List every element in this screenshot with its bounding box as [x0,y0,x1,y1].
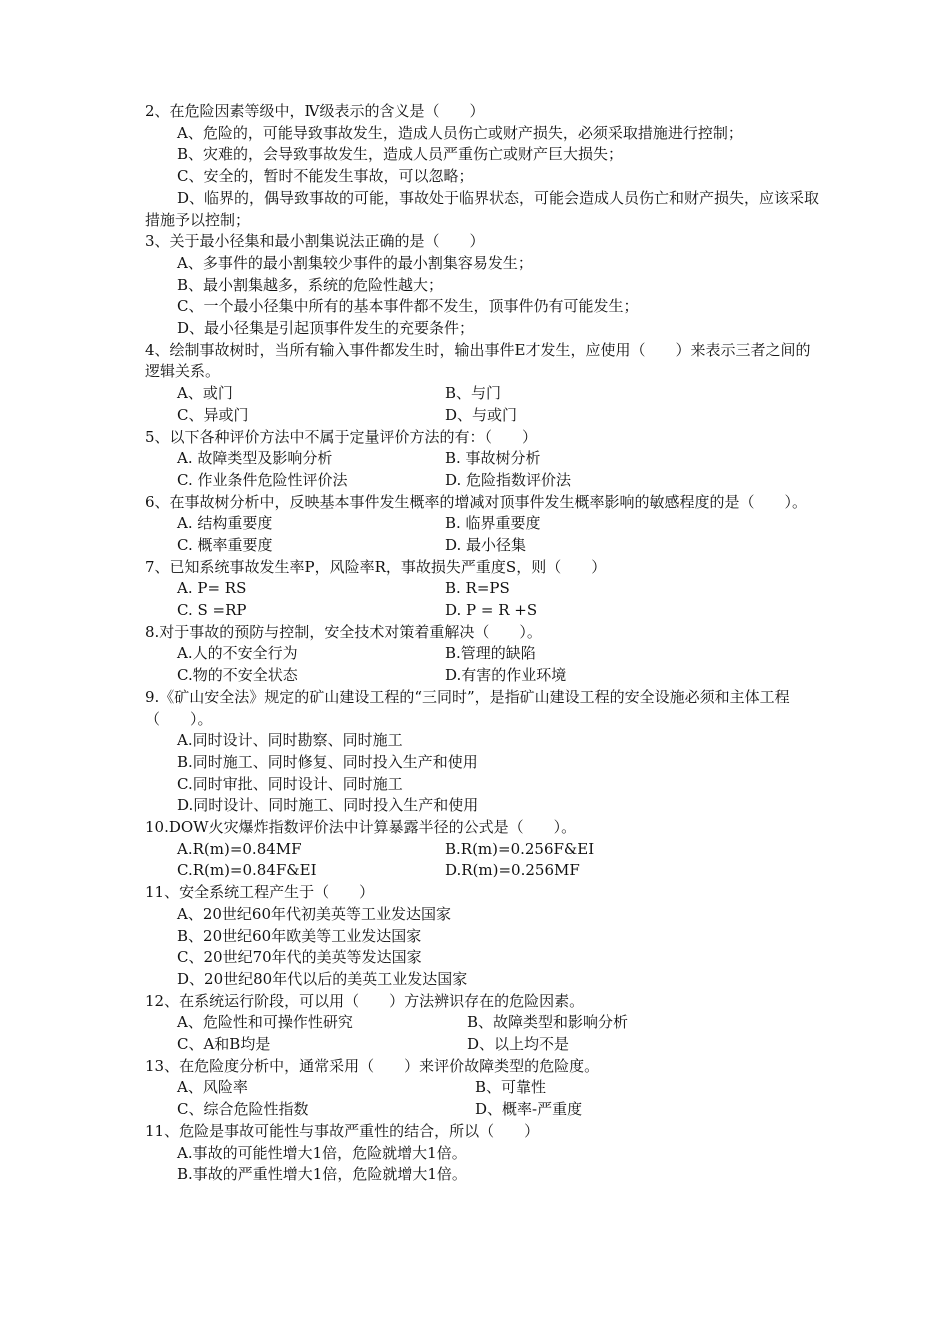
option-a: A、多事件的最小割集较少事件的最小割集容易发生； [177,253,533,272]
option-d: D、以上均不是 [467,1035,570,1054]
option-c: C.同时审批、同时设计、同时施工 [177,774,403,793]
option-b: B. 事故树分析 [445,449,541,468]
option-row [145,1077,825,1099]
option-c: C、A和B均是 [177,1035,271,1054]
option-c: C.物的不安全状态 [177,666,298,685]
option-b: B.同时施工、同时修复、同时投入生产和使用 [177,752,478,771]
option-a: A、或门 [177,384,233,403]
option-b: B、故障类型和影响分析 [467,1013,629,1032]
question-stem: 8.对于事故的预防与控制，安全技术对策着重解决（ ）。 [145,622,542,641]
option-d: D、临界的，偶导致事故的可能，事故处于临界状态，可能会造成人员伤亡和财产损失，应该采取措施予以控制； [145,188,820,229]
option-row [145,470,825,492]
option-c: C、异或门 [177,405,249,424]
option-row [145,383,825,405]
option-b: B. 临界重要度 [445,514,541,533]
option-c: C. S =RP [177,601,247,620]
option-row [145,643,825,665]
option-d: D. 最小径集 [445,535,527,554]
option-a: A. 结构重要度 [177,514,273,533]
option-d: D.R(m)=0.256MF [445,861,580,880]
option-b: B、最小割集越多，系统的危险性越大； [177,275,444,294]
option-row [145,1012,825,1034]
question-stem: 11、安全系统工程产生于（ ） [145,883,375,902]
option-row [145,600,825,622]
option-a: A.人的不安全行为 [177,644,298,663]
option-c: C、综合危险性指数 [177,1100,309,1119]
question-stem: 13、在危险度分析中，通常采用（ ）来评价故障类型的危险度。 [145,1056,600,1075]
option-a: A.R(m)=0.84MF [177,839,302,858]
option-row [145,665,825,687]
option-d: D、概率-严重度 [475,1100,583,1119]
question-stem: 7、已知系统事故发生率P，风险率R，事故损失严重度S，则（ ） [145,557,607,576]
question-stem: 11、危险是事故可能性与事故严重性的结合，所以（ ） [145,1121,540,1140]
option-c: C、一个最小径集中所有的基本事件都不发生，顶事件仍有可能发生； [177,297,639,316]
option-d: D.同时设计、同时施工、同时投入生产和使用 [177,796,479,815]
option-c: C. 概率重要度 [177,535,273,554]
option-d: D、最小径集是引起顶事件发生的充要条件； [177,319,475,338]
question-stem: 10.DOW火灾爆炸指数评价法中计算暴露半径的公式是（ ）。 [145,818,577,837]
option-row [145,839,825,861]
question-stem: 3、关于最小径集和最小割集说法正确的是（ ） [145,232,485,251]
option-b: B. R=PS [445,579,510,598]
option-a: A. 故障类型及影响分析 [177,449,333,468]
option-row [145,860,825,882]
option-row [145,578,825,600]
option-row [145,448,825,470]
option-b: B.事故的严重性增大1倍，危险就增大1倍。 [177,1165,467,1184]
option-a: A、危险的，可能导致事故发生，造成人员伤亡或财产损失，必须采取措施进行控制； [177,123,743,142]
option-d: D、20世纪80年代以后的美英工业发达国家 [177,969,468,988]
option-b: B.管理的缺陷 [445,644,536,663]
option-a: A、20世纪60年代初美英等工业发达国家 [177,904,452,923]
option-a: A、危险性和可操作性研究 [177,1013,353,1032]
question-stem: 2、在危险因素等级中，Ⅳ级表示的含义是（ ） [145,102,485,120]
option-b: B、灾难的，会导致事故发生，造成人员严重伤亡或财产巨大损失； [177,145,624,164]
option-d: D. 危险指数评价法 [445,470,572,489]
option-row [145,535,825,557]
question-list [145,101,825,1186]
option-c: C、20世纪70年代的美英等发达国家 [177,948,422,967]
question-stem: 4、绘制事故树时，当所有输入事件都发生时，输出事件E才发生，应使用（ ）来表示三者之间的逻辑关系。 [145,340,811,381]
option-row [145,513,825,535]
question-stem: 6、在事故树分析中，反映基本事件发生概率的增减对顶事件发生概率影响的敏感程度的是（ ）。 [145,492,808,511]
option-d: D、与或门 [445,405,518,424]
option-row [145,405,825,427]
question-stem: 9.《矿山安全法》规定的矿山建设工程的“三同时”，是指矿山建设工程的安全设施必须和主体工程（ ）。 [145,687,790,728]
option-d: D. P = R +S [445,601,538,620]
option-row [145,1099,825,1121]
option-c: C.R(m)=0.84F&EI [177,861,317,880]
option-b: B.R(m)=0.256F&EI [445,839,595,858]
option-b: B、可靠性 [475,1078,547,1097]
option-row [145,1034,825,1056]
option-a: A.事故的可能性增大1倍，危险就增大1倍。 [177,1143,467,1162]
option-b: B、与门 [445,384,502,403]
option-b: B、20世纪60年欧美等工业发达国家 [177,926,422,945]
option-d: D.有害的作业环境 [445,666,567,685]
option-a: A. P= RS [177,579,247,598]
option-c: C、安全的，暂时不能发生事故，可以忽略； [177,167,474,186]
option-a: A、风险率 [177,1078,248,1097]
option-c: C. 作业条件危险性评价法 [177,470,348,489]
option-a: A.同时设计、同时勘察、同时施工 [177,731,403,750]
question-stem: 5、以下各种评价方法中不属于定量评价方法的有：（ ） [145,427,538,446]
question-stem: 12、在系统运行阶段，可以用（ ）方法辨识存在的危险因素。 [145,991,585,1010]
